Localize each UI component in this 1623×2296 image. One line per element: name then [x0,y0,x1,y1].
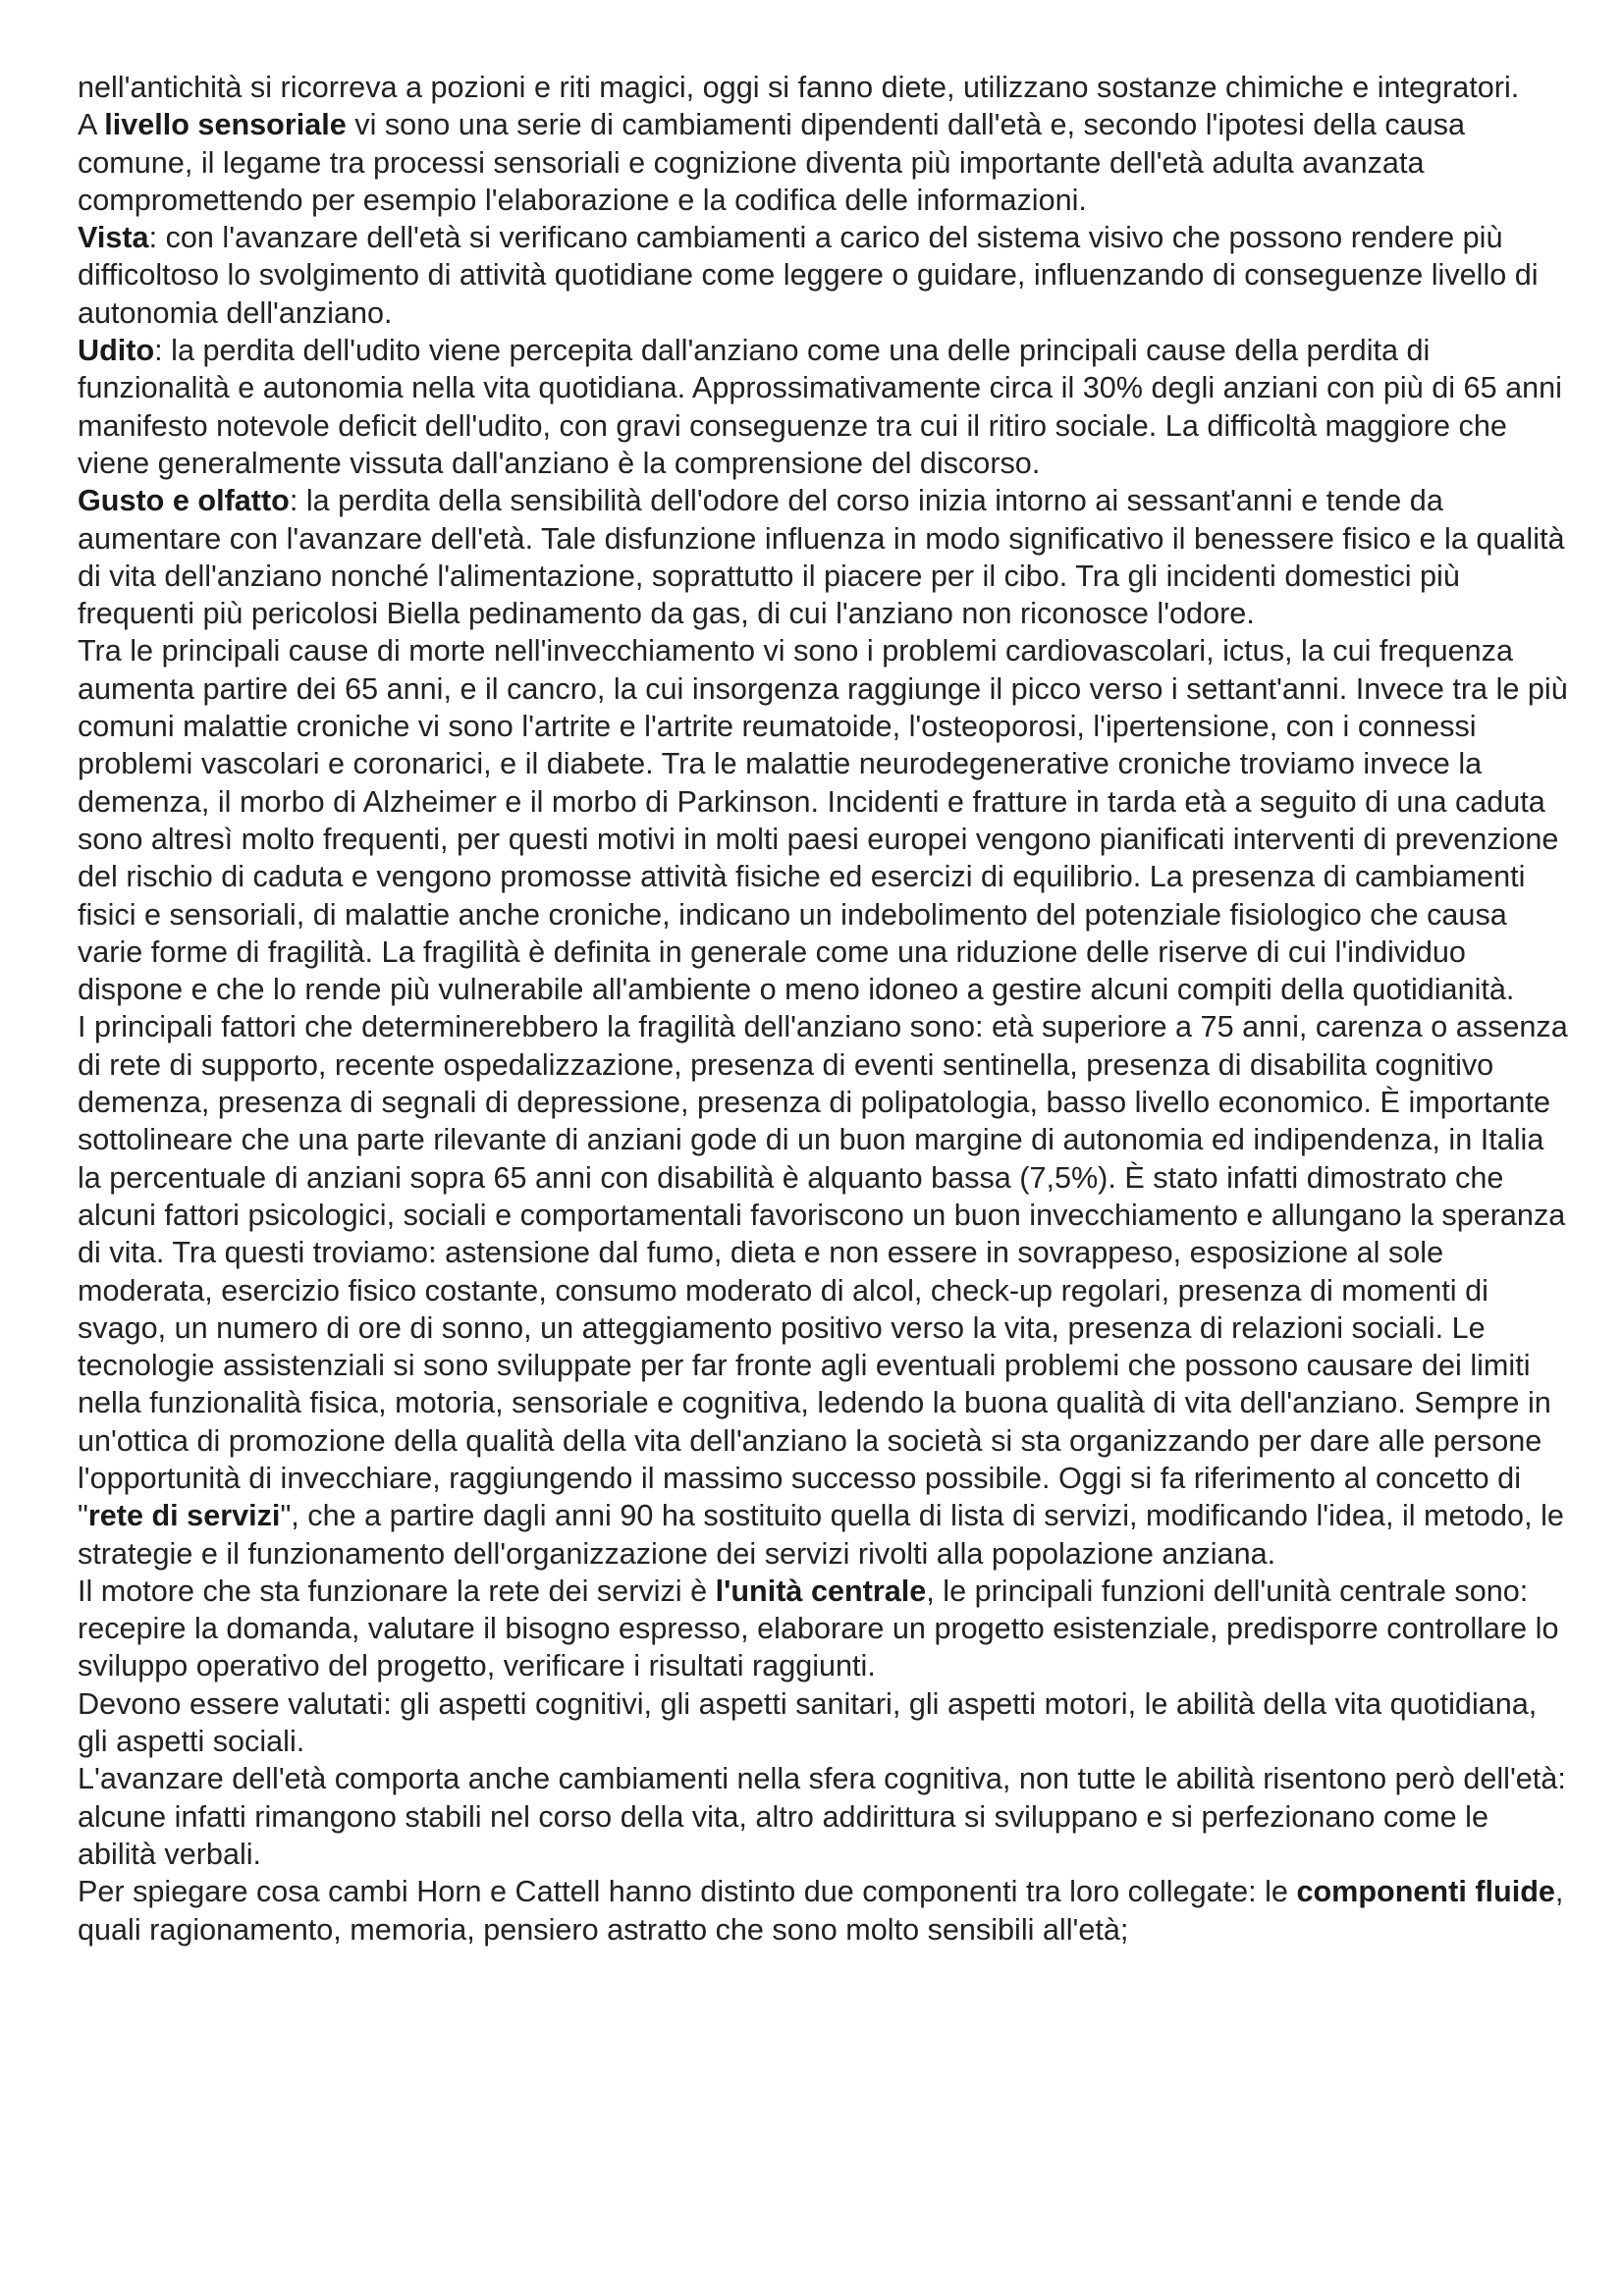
bold-term: componenti fluide [1296,1875,1555,1909]
text-run: nell'antichità si ricorreva a pozioni e riti magici, oggi si fanno diete, utilizzano sostanze chimiche e integratori. [78,71,1520,104]
text-run: Il motore che sta funzionare la rete dei servizi è [78,1574,716,1608]
bold-term: Vista [78,221,149,255]
text-run: , quali ragionamento, memoria, pensiero astratto che sono molto sensibili all'età; [78,1875,1564,1947]
paragraph [78,1008,1570,1572]
paragraph [78,482,1570,632]
paragraph [78,1685,1570,1761]
text-run: : la perdita dell'udito viene percepita dall'anziano come una delle principali cause della perdita di funzionalità e autonomia nella vita quotidiana. Approssimativamente circa il 30% degli anziani con più di 65 anni manifesto notevole deficit dell'udito, con gravi conseguenze tra cui il ritiro sociale. La difficoltà maggiore che viene generalmente vissuta dall'anziano è la comprensione del discorso. [78,334,1562,480]
bold-term: livello sensoriale [104,108,347,142]
text-run: I principali fattori che determinerebbero la fragilità dell'anziano sono: età superiore a 75 anni, carenza o assenza di rete di supporto, recente ospedalizzazione, presenza di eventi sentinella, presenza di disabilita cognitivo demenza, presenza di segnali di depressione, presenza di polipatologia, basso livello economico. È importante sottolineare che una parte rilevante di anziani gode di un buon margine di autonomia ed indipendenza, in Italia la percentuale di anziani sopra 65 anni con disabilità è alquanto bassa (7,5%). È stato infatti dimostrato che alcuni fattori psicologici, sociali e comportamentali favoriscono un buon invecchiamento e allungano la speranza di vita. Tra questi troviamo: astensione dal fumo, dieta e non essere in sovrappeso, esposizione al sole moderata, esercizio fisico costante, consumo moderato di alcol, check-up regolari, presenza di momenti di svago, un numero di ore di sonno, un atteggiamento positivo verso la vita, presenza di relazioni sociali. Le tecnologie assistenziali si sono sviluppate per far fronte agli eventuali problemi che possono causare dei limiti nella funzionalità fisica, motoria, sensoriale e cognitiva, ledendo la buona qualità di vita dell'anziano. Sempre in un'ottica di promozione della qualità della vita dell'anziano la società si sta organizzando per dare alle persone l'opportunità di invecchiare, raggiungendo il massimo successo possibile. Oggi si fa riferimento al concetto di " [78,1010,1568,1533]
paragraph [78,219,1570,332]
bold-term: l'unità centrale [715,1574,927,1608]
paragraph [78,632,1570,1008]
paragraph [78,1573,1570,1685]
bold-term: Gusto e olfatto [78,484,290,518]
text-run: , le principali funzioni dell'unità centrale sono: recepire la domanda, valutare il bisogno espresso, elaborare un progetto esistenziale, predisporre controllare lo sviluppo operativo del progetto, verificare i risultati raggiunti. [78,1574,1559,1683]
text-run: L'avanzare dell'età comporta anche cambiamenti nella sfera cognitiva, non tutte le abilità risentono però dell'età: alcune infatti rimangono stabili nel corso della vita, altro addirittura si sviluppano e si perfezionano come le abilità verbali. [78,1762,1566,1871]
document-page [78,69,1570,1949]
text-run: : la perdita della sensibilità dell'odore del corso inizia intorno ai sessant'anni e tende da aumentare con l'avanzare dell'età. Tale disfunzione influenza in modo significativo il benessere fisico e la qualità di vita dell'anziano nonché l'alimentazione, soprattutto il piacere per il cibo. Tra gli incidenti domestici più frequenti più pericolosi Biella pedinamento da gas, di cui l'anziano non riconosce l'odore. [78,484,1565,631]
bold-term: Udito [78,334,155,368]
paragraph [78,106,1570,219]
text-run: ", che a partire dagli anni 90 ha sostituito quella di lista di servizi, modificando l'idea, il metodo, le strategie e il funzionamento dell'organizzazione dei servizi rivolti alla popolazione anziana. [78,1499,1564,1571]
text-run: Devono essere valutati: gli aspetti cognitivi, gli aspetti sanitari, gli aspetti motori, le abilità della vita quotidiana, gli aspetti sociali. [78,1686,1538,1759]
text-run: : con l'avanzare dell'età si verificano cambiamenti a carico del sistema visivo che possono rendere più difficoltoso lo svolgimento di attività quotidiane come leggere o guidare, influenzando di conseguenze livello di autonomia dell'anziano. [78,221,1539,330]
paragraph [78,332,1570,482]
bold-term: rete di servizi [87,1499,281,1533]
text-run: Per spiegare cosa cambi Horn e Cattell hanno distinto due componenti tra loro collegate: le [78,1875,1297,1909]
text-run: vi sono una serie di cambiamenti dipendenti dall'età e, secondo l'ipotesi della causa comune, il legame tra processi sensoriali e cognizione diventa più importante dell'età adulta avanzata compromettendo per esempio l'elaborazione e la codifica delle informazioni. [78,108,1466,217]
paragraph [78,69,1570,106]
text-run: Tra le principali cause di morte nell'invecchiamento vi sono i problemi cardiovascolari, ictus, la cui frequenza aumenta partire dei 65 anni, e il cancro, la cui insorgenza raggiunge il picco verso i settant'anni. Invece tra le più comuni malattie croniche vi sono l'artrite e l'artrite reumatoide, l'osteoporosi, l'ipertensione, con i connessi problemi vascolari e coronarici, e il diabete. Tra le malattie neurodegenerative croniche troviamo invece la demenza, il morbo di Alzheimer e il morbo di Parkinson. Incidenti e fratture in tarda età a seguito di una caduta sono altresì molto frequenti, per questi motivi in molti paesi europei vengono pianificati interventi di prevenzione del rischio di caduta e vengono promosse attività fisiche ed esercizi di equilibrio. La presenza di cambiamenti fisici e sensoriali, di malattie anche croniche, indicano un indebolimento del potenziale fisiologico che causa varie forme di fragilità. La fragilità è definita in generale come una riduzione delle riserve di cui l'individuo dispone e che lo rende più vulnerabile all'ambiente o meno idoneo a gestire alcuni compiti della quotidianità. [78,634,1568,1007]
paragraph [78,1760,1570,1873]
text-run: A [78,108,105,142]
paragraph [78,1873,1570,1949]
